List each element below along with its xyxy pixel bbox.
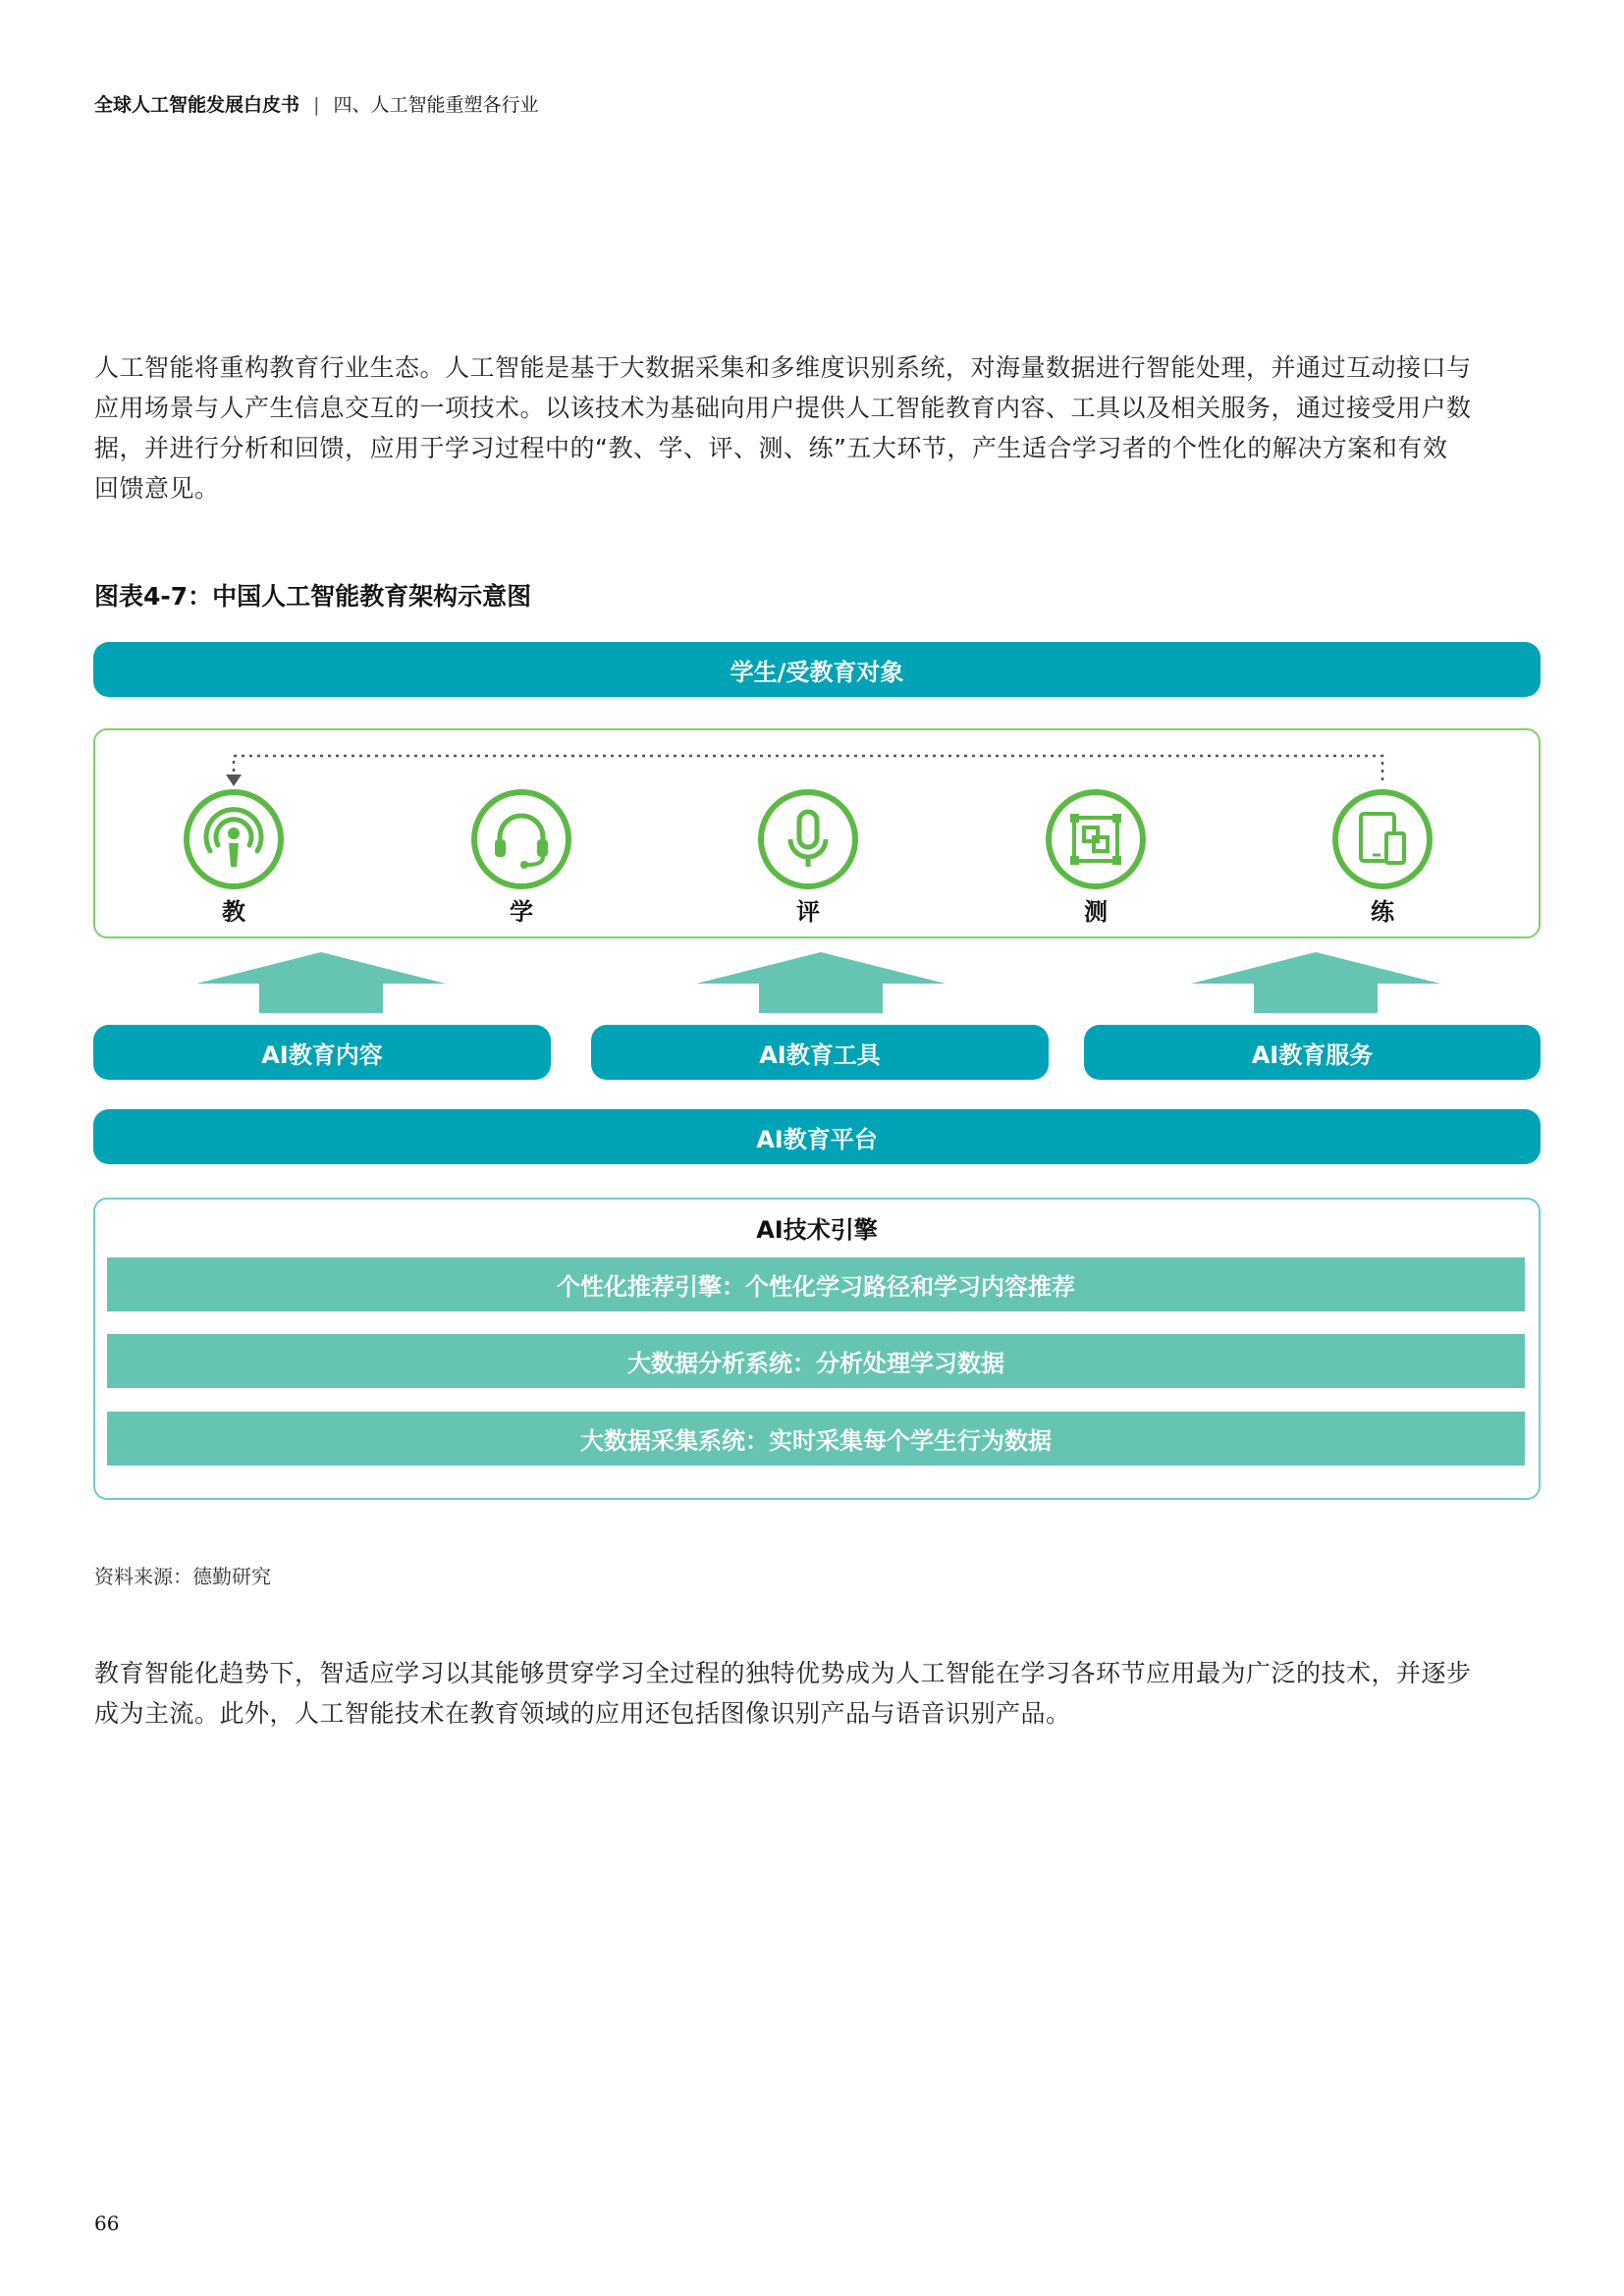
tablet-phone-icon — [1331, 788, 1434, 890]
ai-platform-bar: AI教育平台 — [93, 1109, 1541, 1164]
stage-icon-teach — [183, 788, 285, 890]
student-bar: 学生/受教育对象 — [93, 642, 1541, 697]
figure-title: 图表4-7：中国人工智能教育架构示意图 — [94, 582, 532, 611]
microphone-icon — [757, 788, 859, 890]
headset-icon — [470, 788, 572, 890]
engine-row: 大数据分析系统：分析处理学习数据 — [107, 1334, 1525, 1388]
intro-line: 应用场景与人产生信息交互的一项技术。以该技术为基础向用户提供人工智能教育内容、工具以及相关服务，通过接受用户数 — [94, 394, 1472, 422]
stage-label: 练 — [1371, 898, 1394, 926]
stage-label: 测 — [1084, 898, 1108, 926]
up-arrow — [696, 952, 946, 1013]
ai-tools-bar: AI教育工具 — [591, 1025, 1049, 1080]
closing-paragraph — [94, 1653, 1538, 1734]
section-title: 四、人工智能重塑各行业 — [333, 94, 539, 116]
page-number: 66 — [94, 2212, 120, 2235]
engine-row: 大数据采集系统：实时采集每个学生行为数据 — [107, 1412, 1525, 1466]
connector-arrowhead — [226, 774, 242, 786]
tech-engine-title: AI技术引擎 — [756, 1216, 878, 1244]
ai-services-bar: AI教育服务 — [1084, 1025, 1541, 1080]
stage-icon-practice — [1331, 788, 1434, 890]
stage-label: 学 — [510, 898, 533, 926]
closing-line: 教育智能化趋势下，智适应学习以其能够贯穿学习全过程的独特优势成为人工智能在学习各环节应用最为广泛的技术，并逐步 — [94, 1659, 1472, 1687]
document-title: 全球人工智能发展白皮书 — [94, 94, 300, 116]
up-arrow — [196, 952, 446, 1013]
stage-label: 评 — [796, 898, 820, 926]
podcast-icon — [183, 788, 285, 890]
intro-line: 人工智能将重构教育行业生态。人工智能是基于大数据采集和多维度识别系统，对海量数据进行智能处理，并通过互动接口与 — [94, 353, 1472, 382]
stage-icon-evaluate — [757, 788, 859, 890]
header-separator: | — [313, 94, 320, 116]
dotted-line — [234, 756, 1382, 780]
stage-icon-test — [1045, 788, 1147, 890]
up-arrow — [1191, 952, 1440, 1013]
stage-label: 教 — [222, 898, 245, 926]
puzzle-frame-icon — [1045, 788, 1147, 890]
intro-line: 据，并进行分析和回馈，应用于学习过程中的“教、学、评、测、练”五大环节，产生适合学习者的个性化的解决方案和有效 — [94, 434, 1448, 462]
figure-source: 资料来源：德勤研究 — [94, 1565, 271, 1588]
engine-row: 个性化推荐引擎：个性化学习路径和学习内容推荐 — [107, 1257, 1525, 1311]
intro-line: 回馈意见。 — [94, 474, 220, 503]
closing-line: 成为主流。此外，人工智能技术在教育领域的应用还包括图像识别产品与语音识别产品。 — [94, 1699, 1071, 1728]
ai-content-bar: AI教育内容 — [93, 1025, 551, 1080]
stage-icon-learn — [470, 788, 572, 890]
